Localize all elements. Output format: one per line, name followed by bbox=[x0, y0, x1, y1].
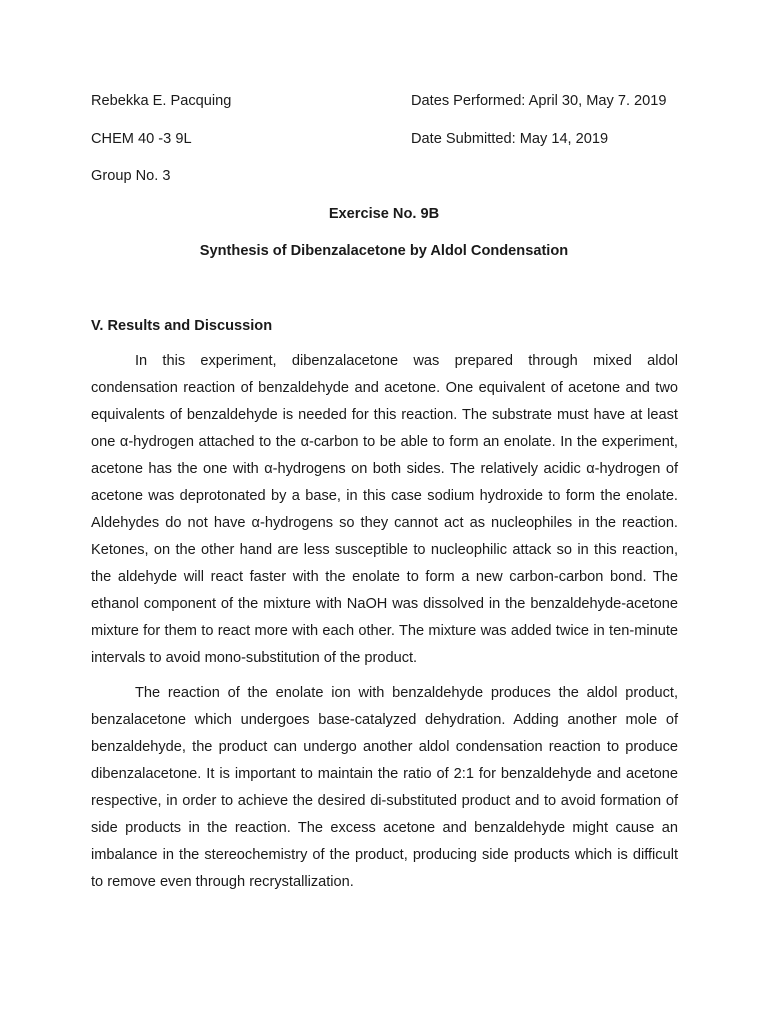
dates-performed: Dates Performed: April 30, May 7. 2019 bbox=[411, 93, 667, 109]
date-submitted: Date Submitted: May 14, 2019 bbox=[411, 131, 609, 147]
paragraph-1-text: In this experiment, dibenzalacetone was prepared through mixed aldol condensation reaction of benzaldehyde and acetone. One equivalent of acetone and two equivalents of benzaldehyde is needed for this reaction. The substrate must have at least one α-hydrogen attached to the α-carbon to be able to form an enolate. In the experiment, acetone has the one with α-hydrogens on both sides. The relatively acidic α-hydrogen of acetone was deprotonated by a base, in this case sodium hydroxide to form the enolate. Aldehydes do not have α-hydrogens so they cannot act as nucleophiles in the reaction. Ketones, on the other hand are less susceptible to nucleophilic attack so in this reaction, the aldehyde will react faster with the enolate to form a new carbon-carbon bond. The ethanol component of the mixture with NaOH was dissolved in the benzaldehyde-acetone mixture for them to react more with each other. The mixture was added twice in ten-minute intervals to avoid mono-substitution of the product. bbox=[91, 353, 678, 666]
author-name: Rebekka E. Pacquing bbox=[91, 93, 232, 109]
section-heading: V. Results and Discussion bbox=[91, 318, 273, 334]
paragraph-1 bbox=[91, 348, 678, 672]
paragraph-2 bbox=[91, 680, 678, 896]
group-number: Group No. 3 bbox=[91, 168, 171, 184]
exercise-number: Exercise No. 9B bbox=[328, 206, 440, 222]
course-code: CHEM 40 -3 9L bbox=[91, 131, 192, 147]
paragraph-2-text: The reaction of the enolate ion with benzaldehyde produces the aldol product, benzalacetone which undergoes base-catalyzed dehydration. Adding another mole of benzaldehyde, the product can undergo another aldol condensation reaction to produce dibenzalacetone. It is important to maintain the ratio of 2:1 for benzaldehyde and acetone respective, in order to achieve the desired di-substituted product and to avoid formation of side products in the reaction. The excess acetone and benzaldehyde might cause an imbalance in the stereochemistry of the product, producing side products which is difficult to remove even through recrystallization. bbox=[91, 685, 678, 890]
document-title: Synthesis of Dibenzalacetone by Aldol Condensation bbox=[199, 243, 569, 259]
